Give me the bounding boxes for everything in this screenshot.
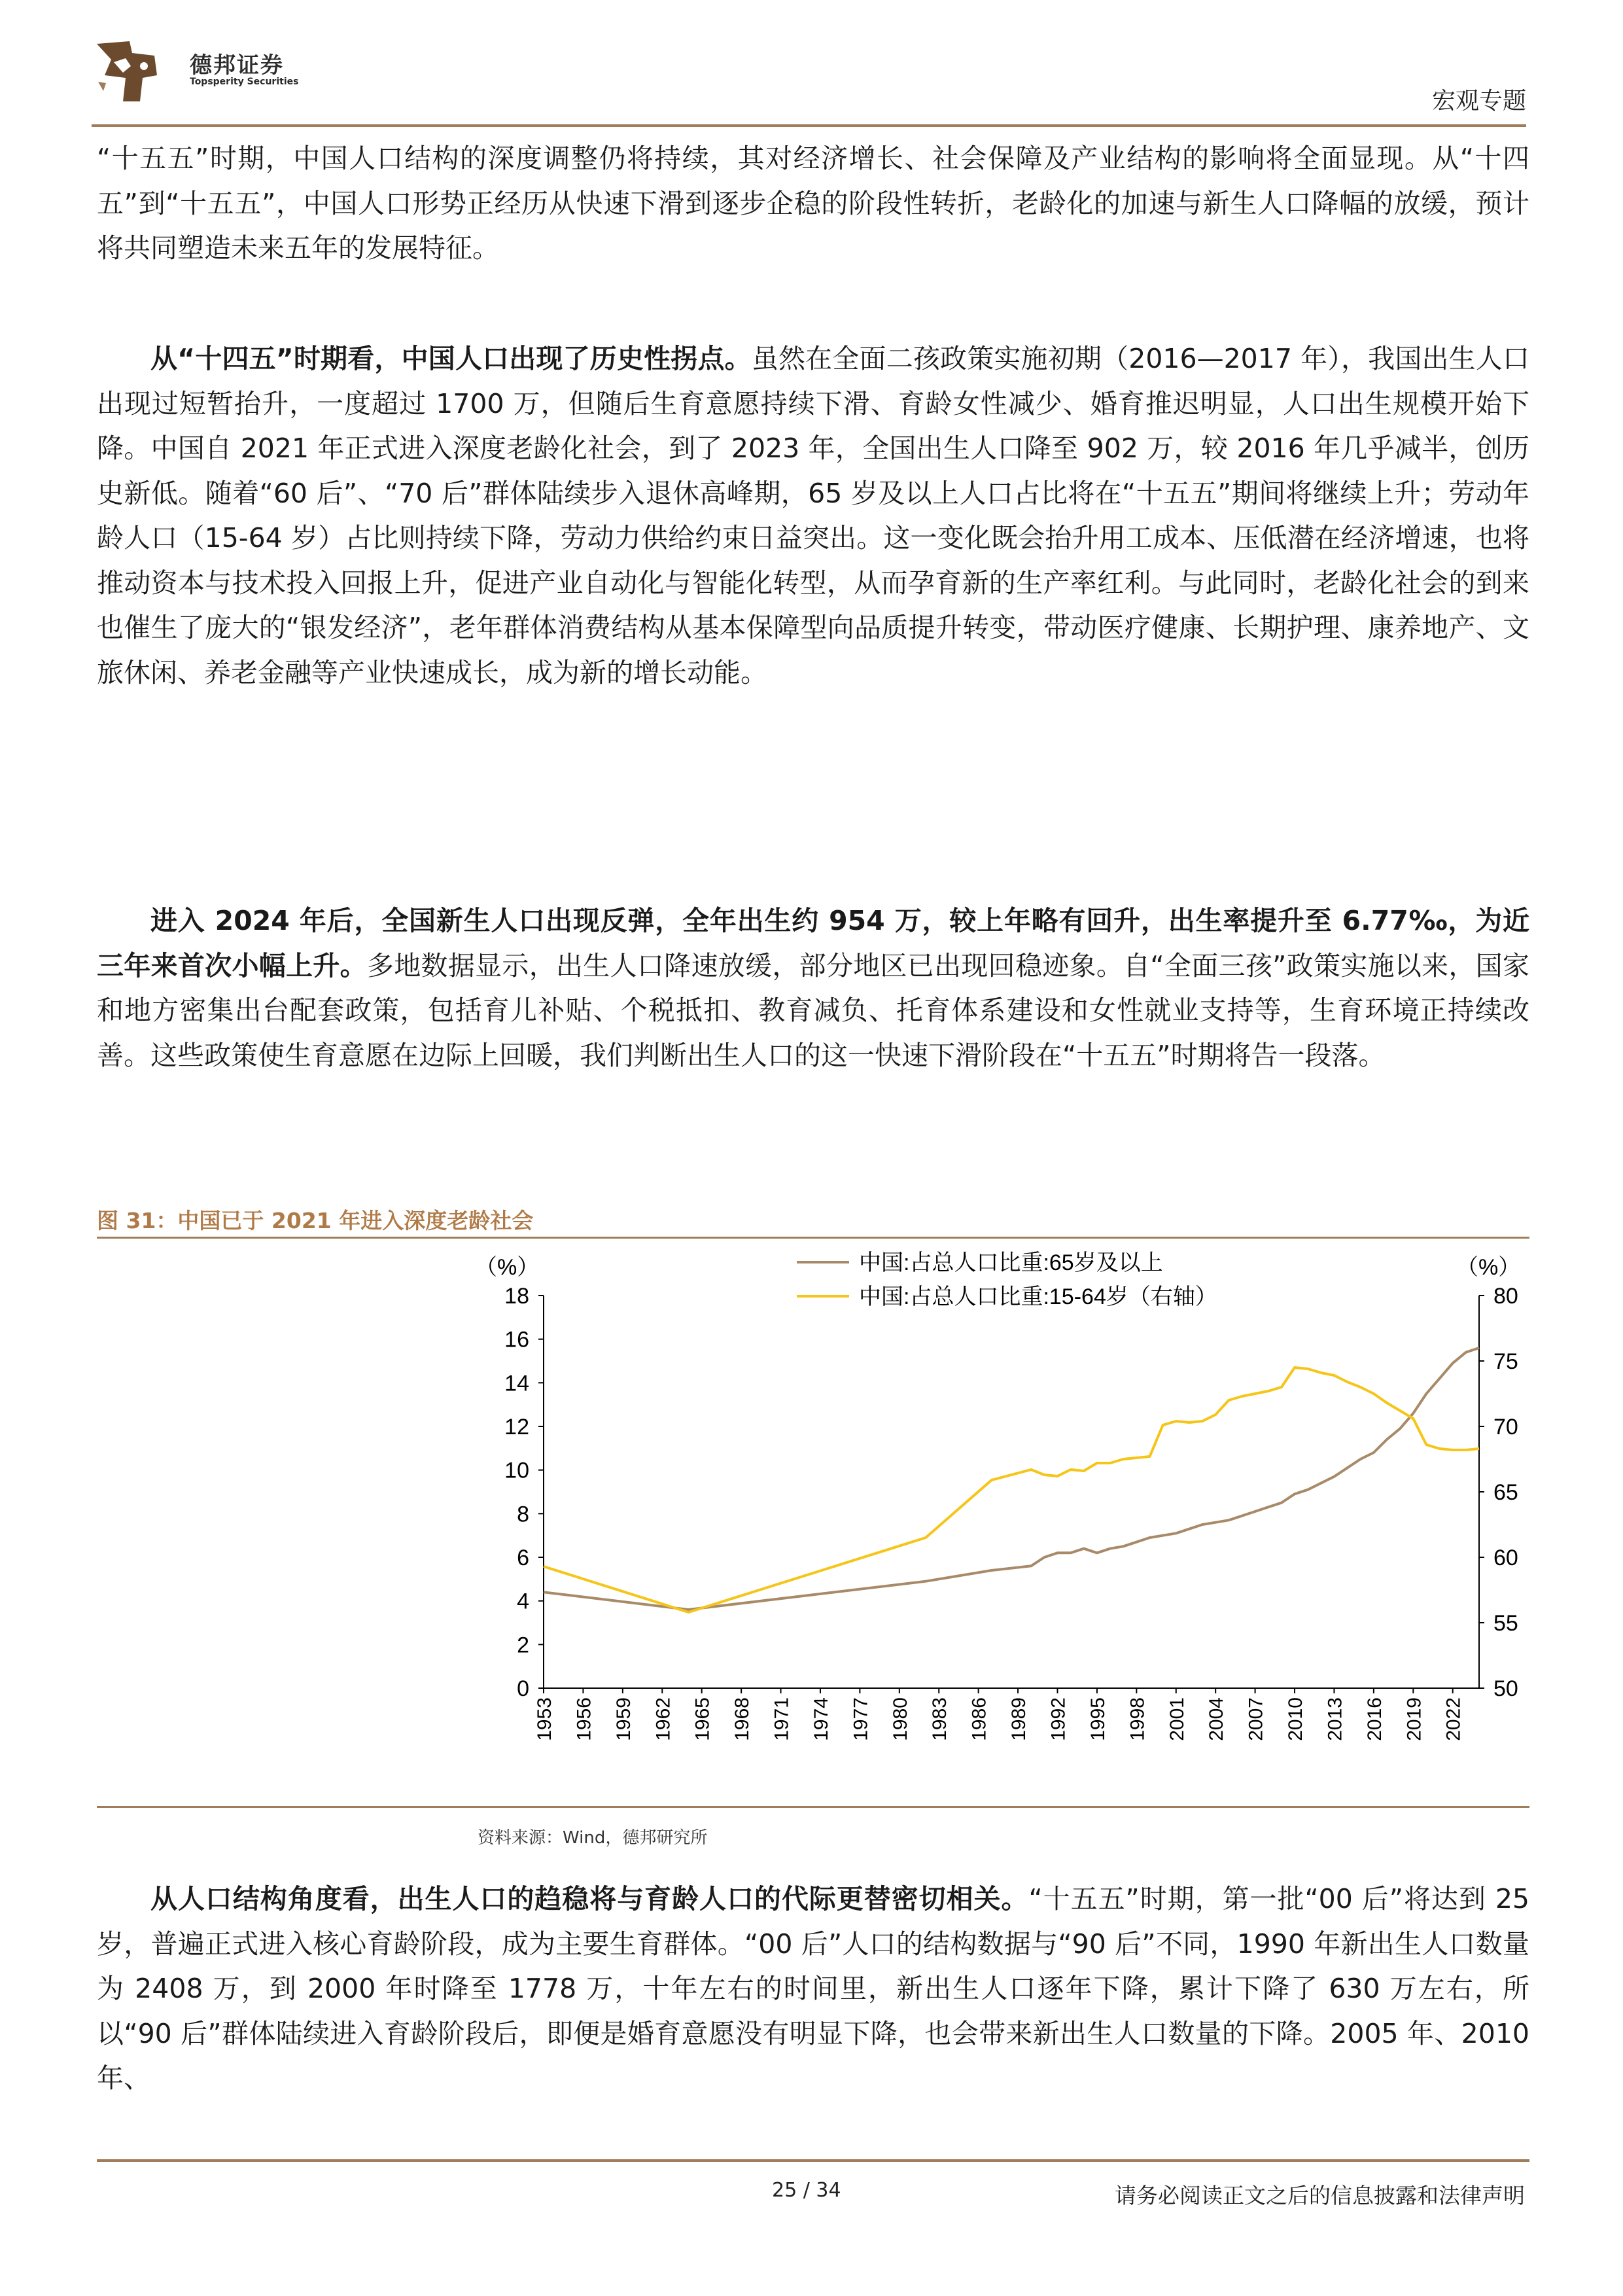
series-line-2 <box>544 1368 1479 1612</box>
paragraph-2-lead: 从“十四五”时期看，中国人口出现了历史性拐点。 <box>150 343 752 374</box>
series-line-1 <box>544 1348 1479 1610</box>
x-tick-label: 1983 <box>929 1697 951 1741</box>
x-tick-label: 1971 <box>771 1697 793 1741</box>
paragraph-2 <box>97 336 1529 695</box>
paragraph-3-lead: 进入 2024 年后，全国新生人口出现反弹，全年出生约 954 万，较上年略有回升，出生率提升至 6.77‰，为近三年来首次小幅上升。 <box>97 905 1529 981</box>
x-tick-label: 1965 <box>691 1697 714 1741</box>
x-tick-label: 1995 <box>1087 1697 1109 1741</box>
paragraph-4-lead: 从人口结构角度看，出生人口的趋稳将与育龄人口的代际更替密切相关。 <box>150 1883 1029 1915</box>
legend-label-2: 中国:占总人口比重:15-64岁（右轴） <box>859 1284 1217 1309</box>
x-tick-label: 1956 <box>573 1697 595 1741</box>
x-tick-label: 2016 <box>1363 1697 1386 1741</box>
x-tick-label: 2010 <box>1285 1697 1307 1741</box>
y-right-tick-label: 70 <box>1493 1415 1518 1439</box>
header-divider <box>92 124 1526 127</box>
paragraph-4 <box>97 1877 1529 2101</box>
y-left-tick-label: 18 <box>504 1284 529 1309</box>
y-left-tick-label: 0 <box>517 1676 529 1701</box>
x-tick-label: 2022 <box>1442 1697 1465 1741</box>
x-tick-label: 1980 <box>889 1697 911 1741</box>
paragraph-2-text: 虽然在全面二孩政策实施初期（2016—2017 年），我国出生人口出现过短暂抬升，一度超过 1700 万，但随后生育意愿持续下滑、育龄女性减少、婚育推迟明显，人口出生规模开始下降。中国自 2021 年正式进入深度老龄化社会，到了 2023 年，全国出生人口降至 902 万，较 2016 年几乎减半，创历史新低。随着“60 后”、“70 后”群体陆续步入退休高峰期，65 岁及以上人口占比将在“十五五”期间将继续上升；劳动年龄人口（15-64 岁）占比则持续下降，劳动力供给约束日益突出。这一变化既会抬升用工成本、压低潜在经济增速，也将推动资本与技术投入回报上升，促进产业自动化与智能化转型，从而孕育新的生产率红利。与此同时，老龄化社会的到来也催生了庞大的“银发经济”，老年群体消费结构从基本保障型向品质提升转变，带动医疗健康、长期护理、康养地产、文旅休闲、养老金融等产业快速成长，成为新的增长动能。 <box>97 343 1530 688</box>
x-tick-label: 2019 <box>1403 1697 1425 1741</box>
x-tick-label: 1977 <box>850 1697 872 1741</box>
x-tick-label: 1968 <box>731 1697 754 1741</box>
document-type: 宏观专题 <box>1431 88 1526 115</box>
y-left-tick-label: 14 <box>504 1371 529 1396</box>
y-left-tick-label: 6 <box>517 1545 529 1570</box>
x-tick-label: 1962 <box>652 1697 674 1741</box>
x-tick-label: 1953 <box>534 1697 555 1741</box>
x-tick-label: 1959 <box>612 1697 635 1741</box>
y-right-tick-label: 60 <box>1493 1545 1518 1570</box>
legend-label-1: 中国:占总人口比重:65岁及以上 <box>859 1250 1163 1275</box>
y-left-tick-label: 4 <box>517 1589 529 1614</box>
paragraph-3 <box>97 898 1529 1078</box>
x-tick-label: 1986 <box>968 1697 990 1741</box>
figure-title: 图 31：中国已于 2021 年进入深度老龄社会 <box>97 1208 534 1233</box>
y-right-tick-label: 55 <box>1493 1611 1518 1636</box>
x-tick-label: 1974 <box>810 1697 832 1741</box>
x-tick-label: 1989 <box>1008 1697 1030 1741</box>
page-number: 25 / 34 <box>772 2179 841 2202</box>
brand-name: 德邦证券 <box>190 52 284 79</box>
x-tick-label: 1992 <box>1047 1697 1070 1741</box>
x-tick-label: 2004 <box>1206 1697 1228 1741</box>
paragraph-1 <box>97 136 1529 271</box>
figure-bottom-divider <box>97 1806 1529 1808</box>
y-left-tick-label: 10 <box>504 1458 529 1483</box>
x-tick-label: 2007 <box>1245 1697 1267 1741</box>
y-left-unit: （%） <box>475 1255 540 1280</box>
paragraph-4-text: “十五五”时期，第一批“00 后”将达到 25 岁，普遍正式进入核心育龄阶段，成为主要生育群体。“00 后”人口的结构数据与“90 后”不同，1990 年新出生人口数量为 2408 万，到 2000 年时降至 1778 万，十年左右的时间里，新出生人口逐年下降，累计下降了 630 万左右，所以“90 后”群体陆续进入育龄阶段后，即便是婚育意愿没有明显下降，也会带来新出生人口数量的下降。2005 年、2010 年、 <box>97 1883 1529 2094</box>
y-left-tick-label: 2 <box>517 1633 529 1658</box>
brand-logo-icon <box>92 36 164 108</box>
figure-top-divider <box>97 1237 1529 1239</box>
y-right-tick-label: 50 <box>1493 1676 1518 1701</box>
y-left-tick-label: 12 <box>504 1415 529 1439</box>
y-left-tick-label: 8 <box>517 1502 529 1527</box>
x-tick-label: 2001 <box>1166 1697 1188 1741</box>
x-tick-label: 2013 <box>1324 1697 1346 1741</box>
footer-divider <box>97 2159 1529 2162</box>
paragraph-3-text: 多地数据显示，出生人口降速放缓，部分地区已出现回稳迹象。自“全面三孩”政策实施以来，国家和地方密集出台配套政策，包括育儿补贴、个税抵扣、教育减负、托育体系建设和女性就业支持等，生育环境正持续改善。这些政策使生育意愿在边际上回暖，我们判断出生人口的这一快速下滑阶段在“十五五”时期将告一段落。 <box>97 949 1530 1071</box>
y-left-tick-label: 16 <box>504 1327 529 1352</box>
y-right-unit: （%） <box>1456 1255 1521 1280</box>
chart-axes <box>538 1296 1484 1693</box>
y-right-tick-label: 65 <box>1493 1480 1518 1505</box>
population-age-chart <box>97 1240 1529 1803</box>
chart-labels <box>475 1250 1520 1741</box>
chart-series <box>544 1348 1479 1612</box>
legal-disclaimer: 请务必阅读正文之后的信息披露和法律声明 <box>1115 2183 1525 2208</box>
brand-subtitle: Topsperity Securities <box>190 77 299 87</box>
y-right-tick-label: 75 <box>1493 1349 1518 1374</box>
y-right-tick-label: 80 <box>1493 1284 1518 1309</box>
x-tick-label: 1998 <box>1126 1697 1149 1741</box>
paragraph-1-text: “十五五”时期，中国人口结构的深度调整仍将持续，其对经济增长、社会保障及产业结构的影响将全面显现。从“十四五”到“十五五”，中国人口形势正经历从快速下滑到逐步企稳的阶段性转折，老龄化的加速与新生人口降幅的放缓，预计将共同塑造未来五年的发展特征。 <box>97 143 1529 264</box>
figure-source: 资料来源：Wind，德邦研究所 <box>478 1828 708 1848</box>
